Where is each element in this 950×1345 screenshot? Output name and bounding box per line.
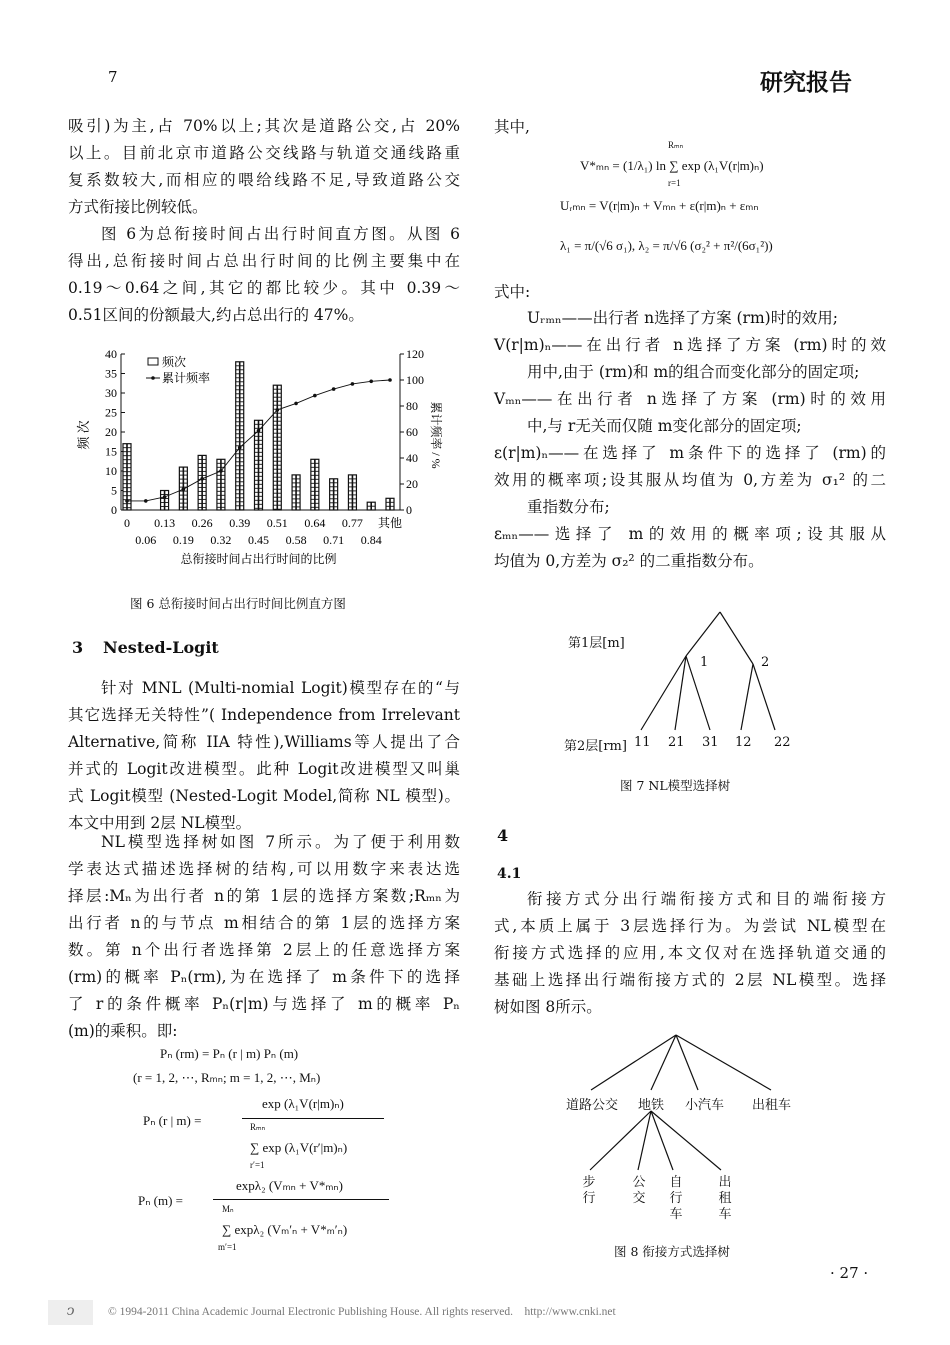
tree-edge	[590, 1111, 651, 1170]
definition-line: 重指数分布;	[527, 498, 610, 516]
sum-upper: Rₘₙ	[668, 140, 684, 150]
cumulative-point	[144, 499, 148, 503]
y-tick-label: 10	[105, 464, 117, 478]
text-line: 图 6为总衔接时间占出行时间直方图。从图 6	[101, 225, 460, 243]
sum-lower: r′=1	[250, 1160, 265, 1170]
mode-bus: 道路公交	[566, 1098, 619, 1113]
text-line: 针对 MNL (Multi-nomial Logit)模型存在的“与	[101, 679, 460, 697]
fig7-caption: 图 7 NL模型选择树	[620, 778, 731, 793]
fraction-bar	[242, 1118, 384, 1119]
y-tick-label: 0	[111, 503, 117, 517]
definition-line: V(r|m)ₙ——在出行者 n选择了方案 (rm)时的效	[494, 336, 886, 354]
page-number: · 27 ·	[830, 1264, 869, 1282]
x-tick-label: 0.06	[135, 533, 157, 547]
mode-car: 小汽车	[685, 1098, 725, 1113]
text-line: 数。第 n个出行者选择第 2层上的任意选择方案	[68, 941, 460, 959]
x-tick-label: 0	[124, 516, 130, 530]
section-3-number: 3	[72, 638, 84, 657]
equation-1-range: (r = 1, 2, ⋯, Rₘₙ; m = 1, 2, ⋯, Mₙ)	[133, 1070, 321, 1085]
text-line: 得出,总衔接时间占总出行时间的比例主要集中在	[68, 252, 460, 270]
tree-leaf: 22	[774, 735, 791, 750]
cumulative-point	[275, 408, 279, 412]
y-tick-label: 40	[105, 347, 117, 361]
tree-leaf: 31	[702, 735, 719, 750]
page-number-header: 7	[108, 68, 118, 86]
y2-tick-label: 0	[406, 503, 412, 517]
fig8-caption: 图 8 衔接方式选择树	[614, 1244, 730, 1259]
tree-node-2: 2	[761, 655, 770, 670]
text-line: 衔接方式选择的应用,本文仅对在选择轨道交通的	[494, 944, 886, 962]
y2-axis-label: 累计频率 / %	[429, 401, 443, 469]
cumulative-point	[388, 378, 392, 382]
where-label: 式中:	[494, 283, 531, 301]
text-line: 方式衔接比例较低。	[68, 198, 208, 216]
y-tick-label: 20	[105, 425, 117, 439]
sum-lower: r=1	[668, 178, 681, 188]
equation-2-lhs: Pₙ (r | m) =	[143, 1113, 202, 1128]
tree-edge	[686, 612, 720, 656]
y-tick-label: 15	[105, 444, 117, 459]
copyright-footer: © 1994-2011 China Academic Journal Electronic Publishing House. All rights reserved. http://www.cnki.net	[108, 1306, 616, 1318]
x-tick-label: 0.45	[248, 533, 269, 547]
access-bus: 公交	[632, 1175, 646, 1206]
text-line: 复系数较大,而相应的喂给线路不足,导致道路公交	[68, 171, 460, 189]
equation-4: V*ₘₙ = (1/λ₁) ln ∑ exp (λ₁V(r|m)ₙ)	[580, 158, 764, 173]
legend-bar-swatch	[148, 358, 158, 365]
text-line: 了 r的条件概率 Pₙ(r|m)与选择了 m的概率 Pₙ	[68, 995, 460, 1013]
text-line: Alternative,简称 IIA 特性),Williams等人提出了合	[68, 733, 460, 751]
mode-subway: 地铁	[638, 1098, 665, 1113]
text-line: 衔接方式分出行端衔接方式和目的端衔接方	[527, 890, 886, 908]
section-3-title: Nested-Logit	[103, 638, 219, 657]
text-line: 0.19～0.64之间,其它的都比较少。其中 0.39～	[68, 279, 460, 297]
sum-upper: Rₘₙ	[250, 1122, 266, 1132]
section-header: 研究报告	[760, 70, 852, 96]
x-tick-label: 0.77	[341, 516, 363, 530]
cnki-logo-icon: ↄ	[48, 1300, 93, 1325]
definition-line: 用中,由于 (rm)和 m的组合而变化部分的固定项;	[527, 363, 860, 381]
definition-line: Uᵣₘₙ——出行者 n选择了方案 (rm)时的效用;	[527, 309, 838, 327]
legend-label: 频次	[162, 355, 187, 369]
legend-line-marker	[151, 376, 155, 380]
text-line: 0.51区间的份额最大,约占总出行的 47%。	[68, 306, 364, 324]
cumulative-point	[369, 380, 373, 384]
text-line: 式 Logit模型 (Nested-Logit Model,简称 NL 模型)。	[68, 787, 460, 805]
equation-1: Pₙ (rm) = Pₙ (r | m) Pₙ (m)	[160, 1046, 299, 1061]
cumulative-point	[313, 394, 317, 398]
text-line: 基础上选择出行端衔接方式的 2层 NL模型。选择	[494, 971, 886, 989]
tree-edge	[675, 656, 686, 730]
tree-edge	[641, 656, 686, 730]
equation-5: Uᵣₘₙ = V(r|m)ₙ + Vₘₙ + ε(r|m)ₙ + εₘₙ	[560, 198, 759, 213]
fraction-bar	[213, 1199, 389, 1200]
y2-tick-label: 80	[406, 399, 418, 413]
cumulative-point	[294, 402, 298, 406]
text-line: 吸引)为主,占 70%以上;其次是道路公交,占 20%	[68, 117, 460, 135]
sum-lower: m′=1	[218, 1242, 237, 1252]
text-line: 树如图 8所示。	[494, 998, 602, 1016]
text-line: 择层:Mₙ为出行者 n的第 1层的选择方案数;Rₘₙ为	[68, 887, 460, 905]
equation-6: λ₁ = π/(√6 σ₁), λ₂ = π/√6 (σ₂² + π²/(6σ₁²))	[560, 238, 773, 253]
x-tick-label: 0.58	[285, 533, 307, 547]
tree-leaf: 11	[634, 735, 651, 750]
access-walk: 步行	[582, 1175, 596, 1206]
y2-tick-label: 120	[406, 347, 424, 361]
tree-node-1: 1	[700, 655, 709, 670]
definition-line: Vₘₙ——在出行者 n选择了方案 (rm)时的效用	[494, 390, 886, 408]
cumulative-point	[219, 469, 223, 473]
y2-tick-label: 40	[406, 451, 418, 465]
text-line: (rm)的概率 Pₙ(rm),为在选择了 m条件下的选择	[68, 968, 460, 986]
cumulative-point	[200, 477, 204, 481]
text-line: 学表达式描述选择树的结构,可以用数字来表达选	[68, 860, 460, 878]
level-2-label: 第2层[rm]	[564, 739, 627, 754]
x-tick-label: 0.51	[266, 516, 288, 530]
text-line: NL模型选择树如图 7所示。为了便于利用数	[101, 833, 460, 851]
section-4-number: 4	[497, 826, 509, 845]
access-taxi: 出租车	[718, 1175, 732, 1222]
tree-edge	[638, 1111, 651, 1170]
equation-3-lhs: Pₙ (m) =	[138, 1193, 184, 1208]
x-tick-label: 0.71	[323, 533, 345, 547]
x-tick-label: 0.26	[191, 516, 213, 530]
section-4-1-number: 4.1	[497, 866, 522, 882]
access-bike: 自行车	[669, 1175, 683, 1222]
cumulative-point	[332, 387, 336, 391]
text-line: 出行者 n的与节点 m相结合的第 1层的选择方案	[68, 914, 460, 932]
equation-3-numerator: expλ₂ (Vₘₙ + V*ₘₙ)	[236, 1178, 343, 1193]
fig6-caption: 图 6 总衔接时间占出行时间比例直方图	[130, 596, 346, 611]
text-line: 以上。目前北京市道路公交线路与轨道交通线路重	[68, 144, 460, 162]
text-line: 并式的 Logit改进模型。此种 Logit改进模型又叫巢	[68, 760, 460, 778]
y-tick-label: 35	[105, 366, 117, 381]
text-line: 其它选择无关特性”( Independence from Irrelevant	[68, 706, 460, 724]
x-tick-label: 0.64	[304, 516, 326, 530]
sum-upper: Mₙ	[222, 1204, 234, 1214]
definition-line: 效用的概率项;设其服从均值为 0,方差为 σ₁² 的二	[494, 471, 886, 489]
definition-line: εₘₙ——选择了 m的效用的概率项;设其服从	[494, 525, 886, 543]
x-tick-label: 0.19	[172, 533, 194, 547]
mode-taxi: 出租车	[752, 1098, 792, 1113]
tree-edge	[676, 1035, 771, 1090]
y2-tick-label: 100	[406, 373, 424, 387]
tree-edge	[676, 1035, 698, 1090]
x-tick-label: 0.84	[360, 533, 382, 547]
y-tick-label: 25	[105, 405, 117, 420]
text-line: (m)的乘积。即:	[68, 1022, 178, 1040]
cumulative-point	[351, 382, 355, 386]
x-tick-label: 0.39	[229, 516, 251, 530]
tree-leaf: 12	[735, 735, 752, 750]
x-tick-label: 0.32	[210, 533, 232, 547]
y-axis-label: 频 次	[76, 420, 91, 450]
x-tick-label: 0.13	[154, 516, 176, 530]
cumulative-point	[182, 487, 186, 491]
cumulative-point	[257, 429, 261, 433]
text-line: 本文中用到 2层 NL模型。	[68, 814, 252, 832]
y2-tick-label: 20	[406, 477, 418, 491]
text-line: 式,本质上属于 3层选择行为。为尝试 NL模型在	[494, 917, 886, 935]
y-tick-label: 30	[105, 386, 117, 400]
definition-line: ε(r|m)ₙ——在选择了 m条件下的选择了 (rm)的	[494, 444, 886, 462]
cumulative-point	[238, 446, 242, 450]
y-tick-label: 5	[111, 483, 117, 498]
equation-2-denominator: ∑ exp (λ₁V(r′|m)ₙ)	[250, 1140, 348, 1155]
legend-label: 累计频率	[162, 371, 211, 385]
y2-tick-label: 60	[406, 425, 418, 439]
x-axis-label: 总衔接时间占出行时间的比例	[180, 552, 337, 566]
equation-2-numerator: exp (λ₁V(r|m)ₙ)	[262, 1096, 344, 1111]
histogram-chart	[60, 340, 460, 575]
definition-line: 均值为 0,方差为 σ₂² 的二重指数分布。	[494, 552, 764, 570]
cumulative-point	[163, 495, 167, 499]
level-1-label: 第1层[m]	[568, 636, 625, 651]
equation-3-denominator: ∑ expλ₂ (Vₘ′ₙ + V*ₘ′ₙ)	[222, 1222, 348, 1237]
where-intro: 其中,	[494, 118, 530, 136]
tree-leaf: 21	[668, 735, 685, 750]
x-tick-label: 其他	[377, 516, 403, 530]
tree-edge	[741, 664, 753, 730]
tree-edge	[720, 612, 753, 664]
definition-line: 中,与 r无关而仅随 m变化部分的固定项;	[527, 417, 802, 435]
tree-edge	[753, 664, 775, 730]
cumulative-point	[125, 499, 129, 503]
